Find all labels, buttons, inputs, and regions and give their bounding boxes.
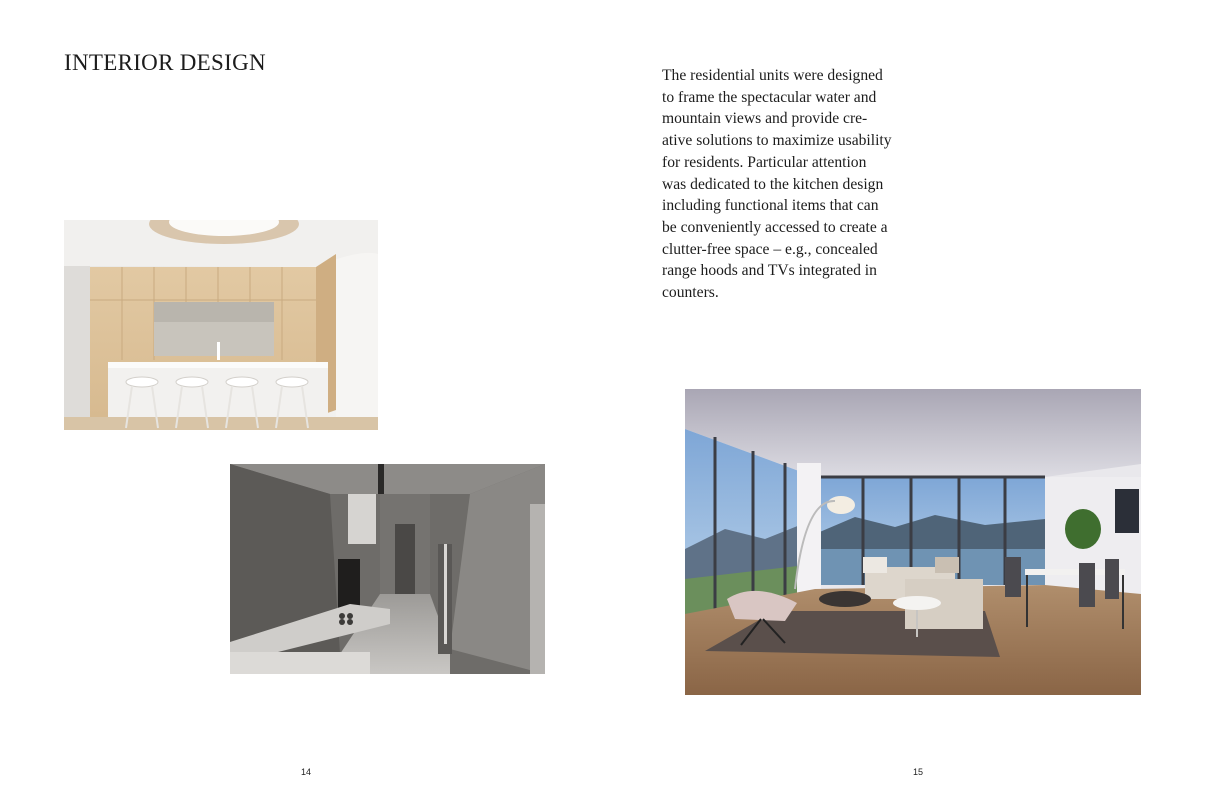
page-heading: INTERIOR DESIGN	[64, 50, 266, 75]
body-line: be conveniently accessed to create a	[662, 218, 888, 236]
body-line: mountain views and provide cre-	[662, 110, 868, 128]
body-line: was dedicated to the kitchen design	[662, 175, 884, 193]
page-number-left: 14	[301, 767, 312, 777]
body-line: clutter-free space – e.g., concealed	[662, 240, 878, 258]
page-number-right: 15	[913, 767, 924, 777]
body-line: range hoods and TVs integrated in	[662, 262, 877, 280]
body-line: to frame the spectacular water and	[662, 88, 877, 106]
body-line: The residential units were designed	[662, 67, 883, 84]
body-line: including functional items that can	[662, 197, 879, 215]
body-paragraph	[662, 65, 934, 304]
kitchen-photo	[64, 220, 378, 430]
body-line: for residents. Particular attention	[662, 153, 867, 171]
body-line: ative solutions to maximize usability	[662, 132, 892, 150]
living-room-photo	[685, 389, 1141, 695]
corridor-kitchen-photo	[230, 464, 545, 674]
body-line: counters.	[662, 284, 719, 302]
